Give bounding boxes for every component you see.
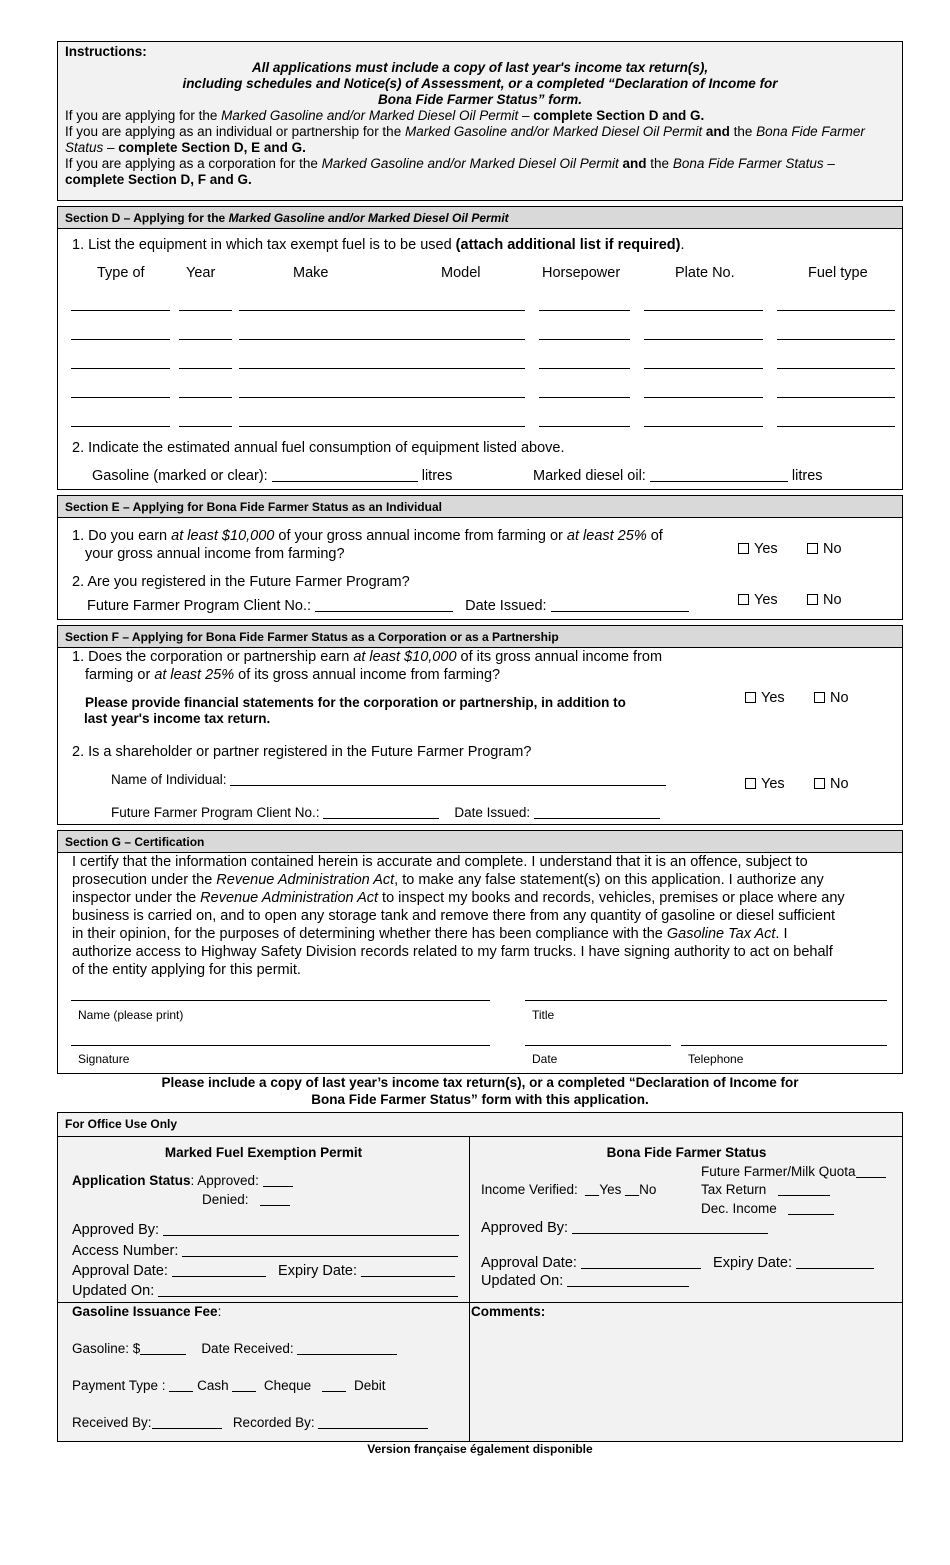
gas-fee-title: Gasoline Issuance Fee:	[72, 1304, 222, 1319]
title-field[interactable]	[525, 1000, 887, 1001]
gasoline-row: Gasoline: $ Date Received:	[72, 1341, 397, 1356]
section-f-note-2: last year's income tax return.	[84, 711, 271, 726]
updated-on-row: Updated On:	[72, 1283, 458, 1299]
section-f	[57, 625, 903, 825]
approval-date-r-row: Approval Date: Expiry Date:	[481, 1255, 874, 1271]
section-e	[57, 495, 903, 620]
approved-by-row: Approved By:	[72, 1222, 459, 1238]
checkbox-icon[interactable]	[807, 543, 818, 554]
dec-income-field[interactable]	[788, 1201, 834, 1215]
checkbox-icon[interactable]	[814, 692, 825, 703]
equip-field[interactable]	[539, 397, 630, 398]
name-print-field[interactable]	[71, 1000, 490, 1001]
col-type: Type of	[97, 265, 145, 281]
cash-field[interactable]	[169, 1378, 193, 1392]
received-by-field[interactable]	[152, 1415, 222, 1429]
equip-field[interactable]	[179, 397, 232, 398]
section-e-q2: 2. Are you registered in the Future Farmer Program?	[72, 574, 410, 590]
cheque-field[interactable]	[232, 1378, 256, 1392]
section-f-note-1: Please provide financial statements for the corporation or partnership, in addition to	[85, 695, 626, 710]
expiry-date-field[interactable]	[361, 1263, 455, 1277]
section-g	[57, 830, 903, 1074]
denied-field[interactable]	[260, 1192, 290, 1206]
f-date-issued-field[interactable]	[534, 805, 660, 819]
instructions-para2-cont: Status – complete Section D, E and G.	[65, 140, 306, 155]
checkbox-icon[interactable]	[738, 594, 749, 605]
right-title: Bona Fide Farmer Status	[606, 1145, 767, 1160]
income-verified-row: Income Verified: Yes No	[481, 1182, 657, 1197]
instructions-bold-line1: All applications must include a copy of last year's income tax return(s),	[251, 60, 709, 75]
name-print-label: Name (please print)	[78, 1008, 184, 1022]
section-d	[57, 206, 903, 490]
instructions-bold-line2: including schedules and Notice(s) of Assessment, or a completed “Declaration of Income for	[182, 76, 778, 91]
equip-field[interactable]	[71, 339, 170, 340]
f-q2-yes[interactable]: Yes	[745, 776, 785, 792]
approved-by-r-row: Approved By:	[481, 1220, 768, 1236]
title-label: Title	[532, 1008, 555, 1022]
section-f-q2: 2. Is a shareholder or partner registered in the Future Farmer Program?	[72, 744, 532, 760]
approval-date-r-field[interactable]	[581, 1255, 701, 1269]
f-q1-yes[interactable]: Yes	[745, 690, 785, 706]
equip-field[interactable]	[179, 426, 232, 427]
access-number-field[interactable]	[182, 1243, 458, 1257]
e-client-no: Future Farmer Program Client No.: Date Issued:	[87, 598, 689, 614]
equip-field[interactable]	[71, 368, 170, 369]
equip-field[interactable]	[179, 310, 232, 311]
section-d-q1: 1. List the equipment in which tax exempt fuel is to be used (attach additional list if required).	[72, 237, 685, 253]
f-name-individual: Name of Individual:	[111, 772, 666, 787]
footer-version: Version française également disponible	[367, 1442, 593, 1456]
future-farmer-row: Future Farmer/Milk Quota	[701, 1164, 886, 1179]
checkbox-icon[interactable]	[814, 778, 825, 789]
app-status: Application Status: Approved:	[72, 1173, 293, 1188]
col-make: Make	[293, 265, 329, 281]
equip-field[interactable]	[239, 339, 525, 340]
debit-field[interactable]	[322, 1378, 346, 1392]
section-g-header: Section G – Certification	[58, 831, 902, 853]
equip-field[interactable]	[777, 368, 895, 369]
access-number-row: Access Number:	[72, 1243, 458, 1259]
section-f-q1-cont: farming or at least 25% of its gross annual income from farming?	[85, 667, 501, 683]
equip-field[interactable]	[539, 426, 630, 427]
instructions-para3: If you are applying as a corporation for the Marked Gasoline and/or Marked Diesel Oil Permit and the Bona Fide Farmer Status –	[65, 156, 835, 171]
e-q2-yes[interactable]: Yes	[738, 592, 778, 608]
office-divider	[469, 1137, 470, 1441]
left-title: Marked Fuel Exemption Permit	[164, 1145, 363, 1160]
received-by-row: Received By: Recorded By:	[72, 1415, 428, 1430]
recorded-by-field[interactable]	[318, 1415, 428, 1429]
date-label: Date	[532, 1052, 558, 1066]
col-model: Model	[441, 265, 481, 281]
denied-row: Denied:	[202, 1192, 290, 1207]
equip-field[interactable]	[239, 426, 525, 427]
instructions-bold-line3: Bona Fide Farmer Status” form.	[377, 92, 583, 107]
section-e-header: Section E – Applying for Bona Fide Farmer Status as an Individual	[58, 496, 902, 518]
section-f-header: Section F – Applying for Bona Fide Farmer Status as a Corporation or as a Partnership	[58, 626, 902, 648]
equip-field[interactable]	[179, 339, 232, 340]
section-e-q1-cont: your gross annual income from farming?	[85, 546, 345, 562]
office-header: For Office Use Only	[58, 1113, 902, 1137]
updated-on-r-row: Updated On:	[481, 1273, 689, 1289]
e-q1-yes[interactable]: Yes	[738, 541, 778, 557]
equip-field[interactable]	[539, 310, 630, 311]
section-e-q1: 1. Do you earn at least $10,000 of your gross annual income from farming or at least 25% of	[72, 528, 663, 544]
f-q2-no[interactable]: No	[814, 776, 849, 792]
f-q1-no[interactable]: No	[814, 690, 849, 706]
equip-field[interactable]	[777, 339, 895, 340]
section-d-q2: 2. Indicate the estimated annual fuel consumption of equipment listed above.	[72, 440, 565, 456]
income-no-field[interactable]	[625, 1182, 639, 1196]
signature-label: Signature	[78, 1052, 130, 1066]
dec-income-row: Dec. Income	[701, 1201, 834, 1216]
checkbox-icon[interactable]	[807, 594, 818, 605]
expiry-date-r-field[interactable]	[796, 1255, 874, 1269]
equip-field[interactable]	[239, 397, 525, 398]
f-client-no-field[interactable]	[323, 805, 439, 819]
certification-text: I certify that the information contained herein is accurate and complete. I understand that it is an offence, subject to prosecution under the Revenue Administration Act, to make any false statement(s) on this application. I authorize any inspector under the Revenue Administration Act to inspect my books and records, vehicles, premises or place where any business is carried on, and to open any storage tank and remove there from any quantity of gasoline or diesel sufficient in their opinion, for the purposes of determining whether there has been compliance with the Gasoline Tax Act. I authorize access to Highway Safety Division records related to my farm trucks. I have signing authority to act on behalf of the entity applying for this permit.	[72, 854, 845, 978]
updated-on-field[interactable]	[158, 1283, 458, 1297]
reminder-line2: Bona Fide Farmer Status” form with this application.	[311, 1092, 649, 1107]
section-d-header: Section D – Applying for the Marked Gasoline and/or Marked Diesel Oil Permit	[58, 207, 902, 229]
approved-field[interactable]	[263, 1173, 293, 1187]
approval-date-field[interactable]	[172, 1263, 266, 1277]
comments-area[interactable]	[471, 1323, 898, 1437]
reminder-line1: Please include a copy of last year’s income tax return(s), or a completed “Declaration of Income for	[161, 1075, 799, 1090]
e-q1-no[interactable]: No	[807, 541, 842, 557]
checkbox-icon[interactable]	[745, 778, 756, 789]
equip-field[interactable]	[777, 426, 895, 427]
equip-field[interactable]	[644, 310, 763, 311]
equip-field[interactable]	[239, 310, 525, 311]
instructions-box	[57, 41, 903, 201]
col-plate: Plate No.	[675, 265, 735, 281]
instructions-para3-cont: complete Section D, F and G.	[65, 172, 252, 187]
equip-field[interactable]	[777, 397, 895, 398]
office-hdivider	[58, 1302, 902, 1303]
equip-field[interactable]	[644, 426, 763, 427]
tax-return-row: Tax Return	[701, 1182, 830, 1197]
date-received-field[interactable]	[297, 1341, 397, 1355]
telephone-field[interactable]	[681, 1045, 887, 1046]
approval-date-row: Approval Date: Expiry Date:	[72, 1263, 455, 1279]
col-fuel: Fuel type	[808, 265, 868, 281]
f-name-field[interactable]	[230, 772, 666, 786]
future-farmer-field[interactable]	[856, 1164, 886, 1178]
office-use-box	[57, 1112, 903, 1442]
checkbox-icon[interactable]	[745, 692, 756, 703]
gasoline-fee-field[interactable]	[140, 1341, 186, 1355]
col-year: Year	[186, 265, 216, 281]
equip-field[interactable]	[644, 397, 763, 398]
signature-field[interactable]	[71, 1045, 490, 1046]
tax-return-field[interactable]	[778, 1182, 830, 1196]
checkbox-icon[interactable]	[738, 543, 749, 554]
comments-label: Comments:	[471, 1304, 546, 1319]
gasoline-litres-field[interactable]	[272, 468, 418, 482]
date-field[interactable]	[525, 1045, 671, 1046]
section-f-q1: 1. Does the corporation or partnership earn at least $10,000 of its gross annual income from	[72, 649, 663, 665]
updated-on-r-field[interactable]	[567, 1273, 689, 1287]
income-yes-field[interactable]	[585, 1182, 599, 1196]
diesel-consumption: Marked diesel oil: litres	[533, 468, 823, 484]
equip-field[interactable]	[644, 339, 763, 340]
gasoline-consumption: Gasoline (marked or clear): litres	[92, 468, 453, 484]
e-client-no-field[interactable]	[315, 598, 453, 612]
col-horsepower: Horsepower	[542, 265, 621, 281]
equip-field[interactable]	[539, 339, 630, 340]
instructions-title: Instructions:	[65, 44, 147, 59]
approved-by-r-field[interactable]	[572, 1220, 768, 1234]
equip-field[interactable]	[179, 368, 232, 369]
e-q2-no[interactable]: No	[807, 592, 842, 608]
equip-field[interactable]	[539, 368, 630, 369]
diesel-litres-field[interactable]	[650, 468, 788, 482]
equip-field[interactable]	[777, 310, 895, 311]
e-date-issued-field[interactable]	[551, 598, 689, 612]
instructions-para2: If you are applying as an individual or partnership for the Marked Gasoline and/or Marked Diesel Oil Permit and the Bona Fide Farmer	[65, 124, 865, 139]
telephone-label: Telephone	[688, 1052, 744, 1066]
equip-field[interactable]	[644, 368, 763, 369]
equip-field[interactable]	[71, 426, 170, 427]
equip-field[interactable]	[239, 368, 525, 369]
equip-field[interactable]	[71, 397, 170, 398]
payment-type-row: Payment Type : Cash Cheque Debit	[72, 1378, 386, 1393]
approved-by-field[interactable]	[163, 1222, 459, 1236]
instructions-para1: If you are applying for the Marked Gasoline and/or Marked Diesel Oil Permit – complete Section D and G.	[65, 108, 705, 123]
equip-field[interactable]	[71, 310, 170, 311]
f-client-no: Future Farmer Program Client No.: Date Issued:	[111, 805, 660, 820]
